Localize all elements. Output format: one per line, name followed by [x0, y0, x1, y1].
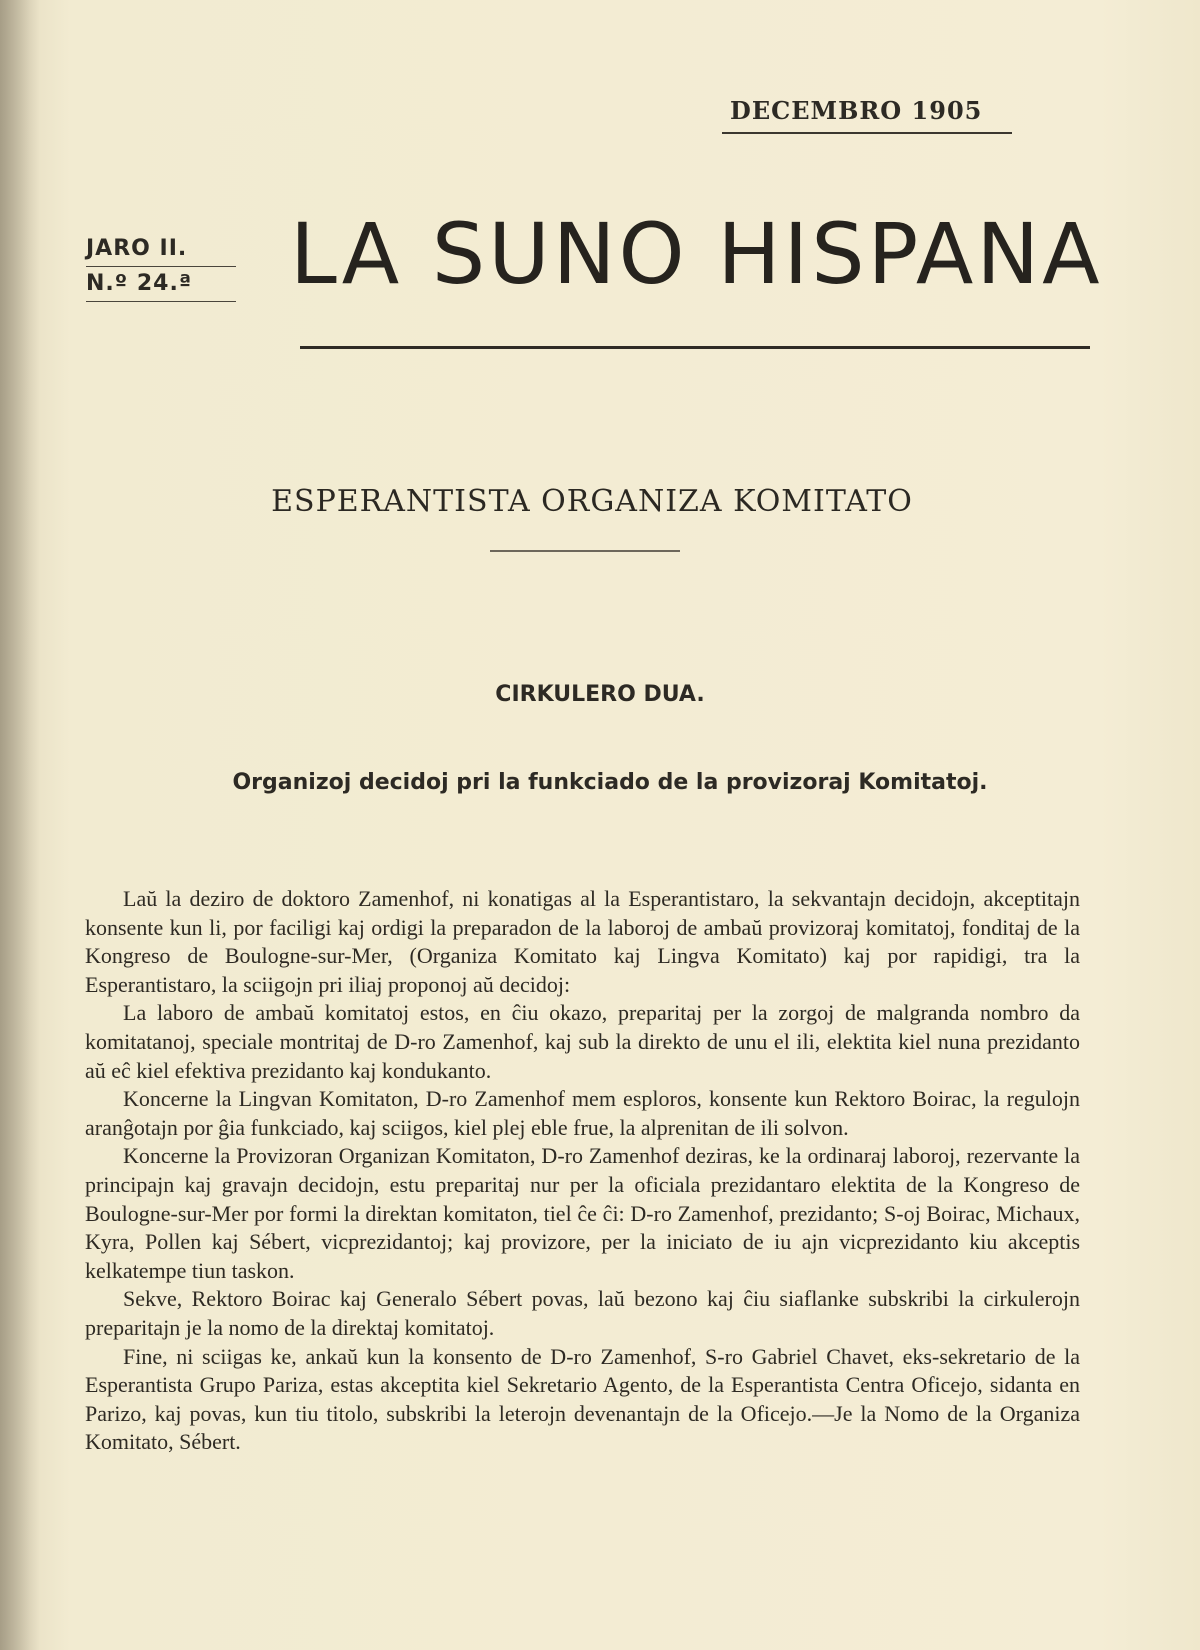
- paragraph: Koncerne la Provizoran Organizan Komitaton, D-ro Zamenhof deziras, ke la ordinaraj laboroj, rezervante la principajn kaj gravajn decidojn, estu preparitaj nur per la oficiala prezidantaro elektita de la Kongreso de Boulogne-sur-Mer por formi la direktan komitaton, tiel ĉe ĉi: D-ro Zamenhof, prezidanto; S-oj Boirac, Michaux, Kyra, Pollen kaj Sébert, vicprezidantoj; kaj provizore, per la iniciato de iu ajn vicprezidanto kiu akceptis kelkatempe tiun taskon.: [85, 1143, 1080, 1283]
- ornament-rule: [490, 550, 680, 552]
- paragraph: Sekve, Rektoro Boirac kaj Generalo Sébert povas, laŭ bezono kaj ĉiu siaflanke subskribi la cirkulerojn preparitajn je la nomo de la direktaj komitatoj.: [85, 1286, 1080, 1340]
- article-subtitle: Organizoj decidoj pri la funkciado de la provizoraj Komitatoj.: [232, 770, 988, 795]
- paragraph: Laŭ la deziro de doktoro Zamenhof, ni konatigas al la Esperantistaro, la sekvantajn decidojn, akceptitajn konsente kun li, por faciligi kaj ordigi la preparadon de la laboroj de ambaŭ provizoraj komitatoj, fonditaj de la Kongreso de Boulogne-sur-Mer, (Organiza Komitato kaj Lingva Komitato) kaj por rapidigi, tra la Esperantistaro, la sciigojn pri iliaj proponoj aŭ decidoj:: [85, 886, 1080, 997]
- section-title: ESPERANTISTA ORGANIZA KOMITATO: [271, 484, 913, 519]
- date-underline: [722, 132, 1012, 134]
- masthead-rule: [300, 346, 1090, 349]
- masthead-title: LA SUNO HISPANA: [290, 205, 1103, 303]
- article-body: [85, 885, 1080, 1457]
- issue-info: [86, 232, 236, 302]
- paragraph: Fine, ni sciigas ke, ankaŭ kun la konsento de D-ro Zamenhof, S-ro Gabriel Chavet, eks-sekretario de la Esperantista Grupo Pariza, estas akceptita kiel Sekretario Agento, de la Esperantista Centra Oficejo, sidanta en Parizo, kaj povas, kun tiu titolo, subskribi la leterojn devenantajn de la Oficejo.—Je la Nomo de la Organiza Komitato, Sébert.: [85, 1343, 1080, 1455]
- issue-date: DECEMBRO 1905: [730, 96, 983, 125]
- paragraph: La laboro de ambaŭ komitatoj estos, en ĉiu okazo, preparitaj per la zorgoj de malgranda nombro da komitatanoj, speciale montritaj de D-ro Zamenhof, kaj sub la direkto de unu el ili, elektita kiel nuna prezidanto aŭ eĉ kiel efektiva prezidanto kaj kondukanto.: [85, 1000, 1080, 1083]
- paragraph: Koncerne la Lingvan Komitaton, D-ro Zamenhof mem esploros, konsente kun Rektoro Boirac, la regulojn aranĝotajn por ĝia funkciado, kaj sciigos, kiel plej eble frue, la alprenitan de ili solvon.: [85, 1086, 1080, 1140]
- circular-title: CIRKULERO DUA.: [495, 682, 705, 707]
- binding-shadow: [0, 0, 40, 1650]
- issue-divider: [86, 301, 236, 302]
- year-label: JARO II.: [86, 236, 188, 261]
- issue-number: N.º 24.ª: [86, 271, 193, 296]
